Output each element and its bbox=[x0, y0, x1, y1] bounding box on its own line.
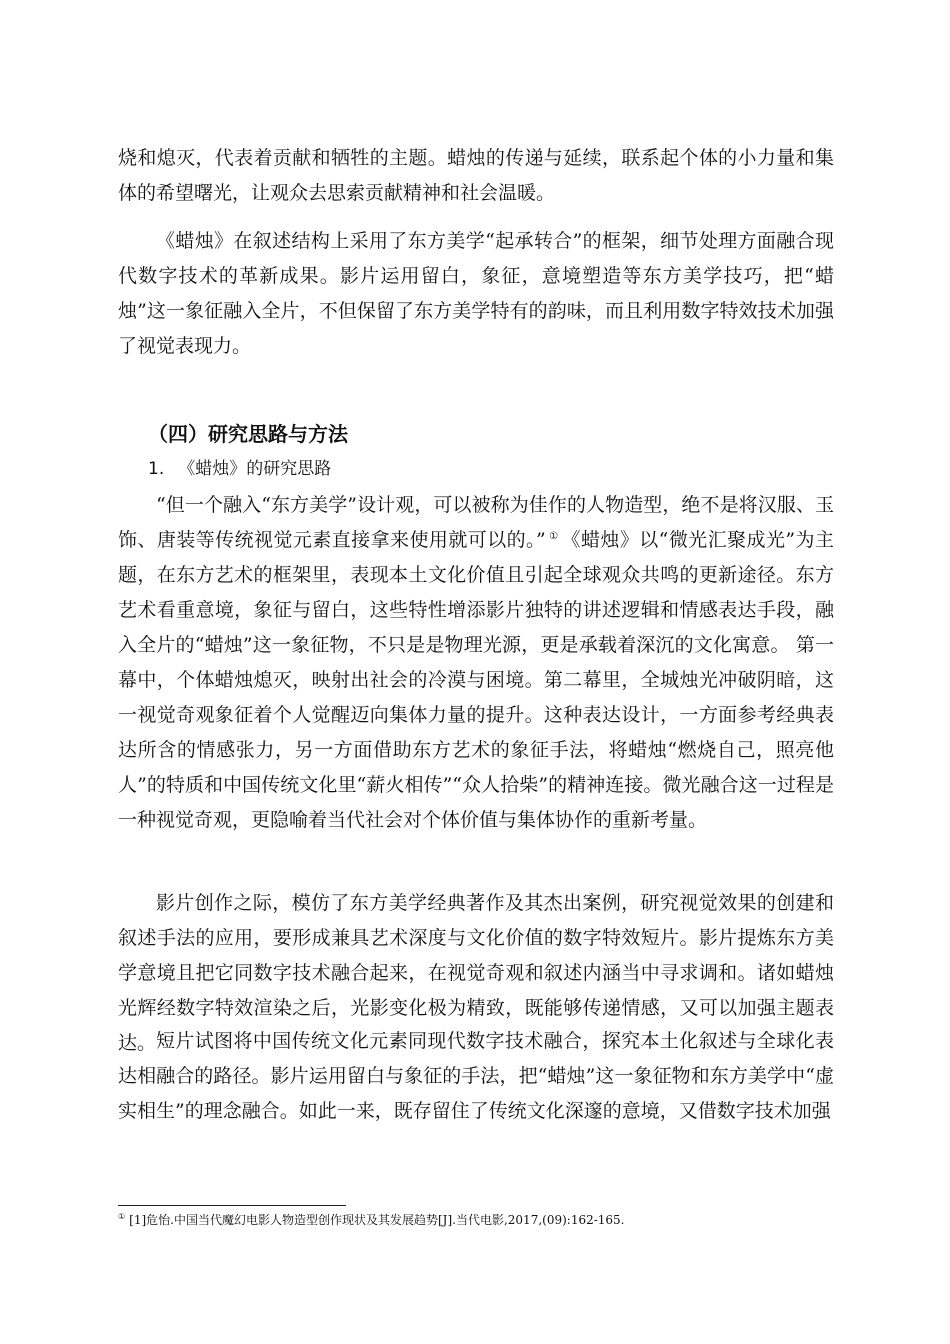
footnote bbox=[118, 1210, 625, 1230]
paragraph-continuation: 烧和熄灭，代表着贡献和牺牲的主题。蜡烛的传递与延续，联系起个体的小力量和集体的希望曙光，让观众去思索贡献精神和社会温暖。 bbox=[118, 147, 834, 204]
subsection-heading bbox=[148, 454, 331, 484]
paragraph-research-idea-body: 《蜡烛》以“微光汇聚成光”为主题，在东方艺术的框架里，表现本土文化价值且引起全球观众共鸣的更新途径。东方艺术看重意境，象征与留白，这些特性增添影片独特的讲述逻辑和情感表达手段，融入全片的“蜡烛”这一象征物，不只是是物理光源，更是承载着深沉的文化寓意。 第一幕中，个体蜡烛熄灭，映射出社会的冷漠与困境。第二幕里，全城烛光冲破阴暗，这一视觉奇观象征着个人觉醒迈向集体力量的提升。这种表达设计，一方面参考经典表达所含的情感张力，另一方面借助东方艺术的象征手法，将蜡烛“燃烧自己，照亮他人”的特质和中国传统文化里“薪火相传”“众人拾柴”的精神连接。微光融合这一过程是一种视觉奇观，更隐喻着当代社会对个体价值与集体协作的重新考量。 bbox=[118, 529, 834, 831]
paragraph-creation-method: 影片创作之际，模仿了东方美学经典著作及其杰出案例，研究视觉效果的创建和叙述手法的应用，要形成兼具艺术深度与文化价值的数字特效短片。影片提炼东方美学意境且把它同数字技术融合起来，在视觉奇观和叙述内涵当中寻求调和。诸如蜡烛光辉经数字特效渲染之后，光影变化极为精致，既能够传递情感，又可以加强主题表达。 bbox=[118, 892, 834, 1054]
footnote-reference[interactable]: ① bbox=[548, 530, 559, 542]
footnote-divider bbox=[118, 1205, 346, 1206]
subsection-number: 1. bbox=[148, 459, 165, 479]
paragraph-research-idea bbox=[118, 488, 834, 838]
subsection-title: 《蜡烛》的研究思路 bbox=[178, 459, 332, 479]
paragraph-fusion-path: 短片试图将中国传统文化元素同现代数字技术融合，探究本土化叙述与全球化表达相融合的路径。影片运用留白与象征的手法，把“蜡烛”这一象征物和东方美学中“虚实相生”的理念融合。如此一来，既存留住了传统文化深邃的意境，又借数字技术加强 bbox=[118, 1030, 834, 1122]
section-heading: （四）研究思路与方法 bbox=[148, 422, 348, 446]
footnote-text: [1]危怡.中国当代魔幻电影人物造型创作现状及其发展趋势[J].当代电影,2017,(09):162-165. bbox=[129, 1213, 625, 1227]
quotation-text: “但一个融入“东方美学”设计观，可以被称为佳作的人物造型，绝不是将汉服、玉饰、唐装等传统视觉元素直接拿来使用就可以的。” bbox=[118, 494, 834, 551]
footnote-marker: ① bbox=[118, 1212, 126, 1221]
paragraph-narrative-structure: 《蜡烛》在叙述结构上采用了东方美学“起承转合”的框架，细节处理方面融合现代数字技术的革新成果。影片运用留白，象征，意境塑造等东方美学技巧，把“蜡烛”这一象征融入全片，不但保留了东方美学特有的韵味，而且利用数字特效技术加强了视觉表现力。 bbox=[118, 230, 834, 357]
